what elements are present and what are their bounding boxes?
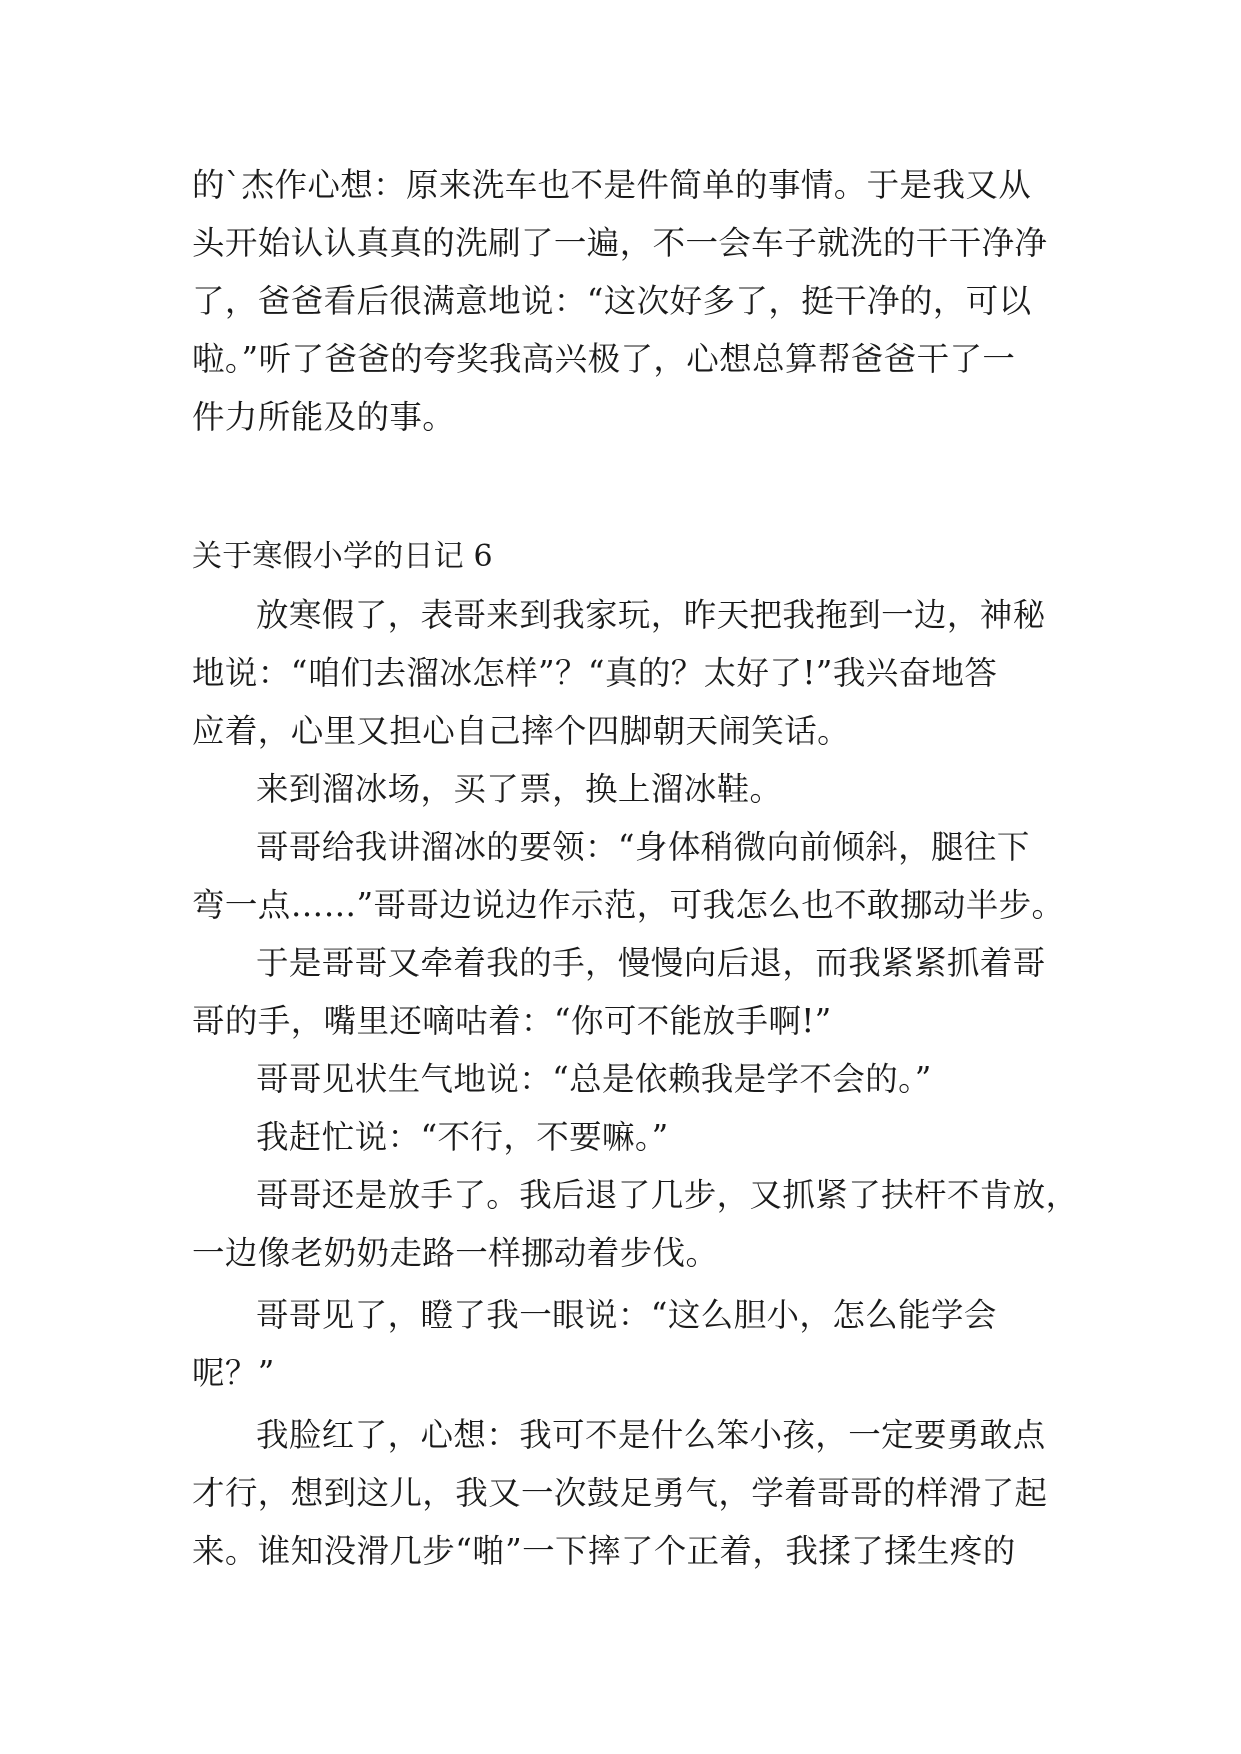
text-line: 我脸红了，心想：我可不是什么笨小孩，一定要勇敢点	[256, 1416, 1046, 1454]
text-line: 放寒假了，表哥来到我家玩，昨天把我拖到一边，神秘	[256, 596, 1046, 634]
text-line: 件力所能及的事。	[192, 398, 456, 436]
paragraph	[192, 1286, 1058, 1402]
paragraph	[192, 760, 1058, 818]
text-line: 来。谁知没滑几步“啪”一下摔了个正着，我揉了揉生疼的	[192, 1532, 1016, 1570]
text-line: 哥哥给我讲溜冰的要领：“身体稍微向前倾斜，腿往下	[256, 828, 1030, 866]
paragraph	[192, 1050, 1058, 1108]
document-body	[192, 156, 1079, 1580]
text-line: 了，爸爸看后很满意地说：“这次好多了，挺干净的，可以	[192, 282, 1032, 320]
text-line: 的`杰作心想：原来洗车也不是件简单的事情。于是我又从	[192, 166, 1032, 204]
text-line: 哥哥见了，瞪了我一眼说：“这么胆小，怎么能学会	[256, 1296, 997, 1334]
text-line: 于是哥哥又牵着我的手，慢慢向后退，而我紧紧抓着哥	[256, 944, 1046, 982]
paragraph	[192, 586, 1058, 760]
paragraph	[192, 1406, 1058, 1580]
text-line: 哥哥见状生气地说：“总是依赖我是学不会的。”	[256, 1060, 932, 1098]
paragraph	[192, 934, 1058, 1050]
text-line: 哥哥还是放手了。我后退了几步，又抓紧了扶杆不肯放，	[256, 1176, 1079, 1214]
text-line: 来到溜冰场，买了票，换上溜冰鞋。	[256, 770, 783, 808]
paragraph	[192, 1108, 1058, 1166]
paragraph	[192, 818, 1065, 934]
continued-paragraph	[192, 156, 1058, 446]
text-line: 应着，心里又担心自己摔个四脚朝天闹笑话。	[192, 712, 851, 750]
text-line: 头开始认认真真的洗刷了一遍，不一会车子就洗的干干净净	[192, 224, 1048, 262]
text-line: 我赶忙说：“不行，不要嘛。”	[256, 1118, 669, 1156]
paragraph	[192, 1166, 1079, 1282]
text-line: 呢？”	[192, 1354, 275, 1392]
text-line: 一边像老奶奶走路一样挪动着步伐。	[192, 1234, 719, 1272]
text-line: 才行，想到这儿，我又一次鼓足勇气，学着哥哥的样滑了起	[192, 1474, 1048, 1512]
section-heading: 关于寒假小学的日记 6	[192, 539, 493, 574]
text-line: 弯一点……”哥哥边说边作示范，可我怎么也不敢挪动半步。	[192, 886, 1065, 924]
text-line: 哥的手，嘴里还嘀咕着：“你可不能放手啊!”	[192, 1002, 832, 1040]
text-line: 啦。”听了爸爸的夸奖我高兴极了，心想总算帮爸爸干了一	[192, 340, 1016, 378]
text-line: 地说：“咱们去溜冰怎样”？“真的？太好了!”我兴奋地答	[192, 654, 998, 692]
